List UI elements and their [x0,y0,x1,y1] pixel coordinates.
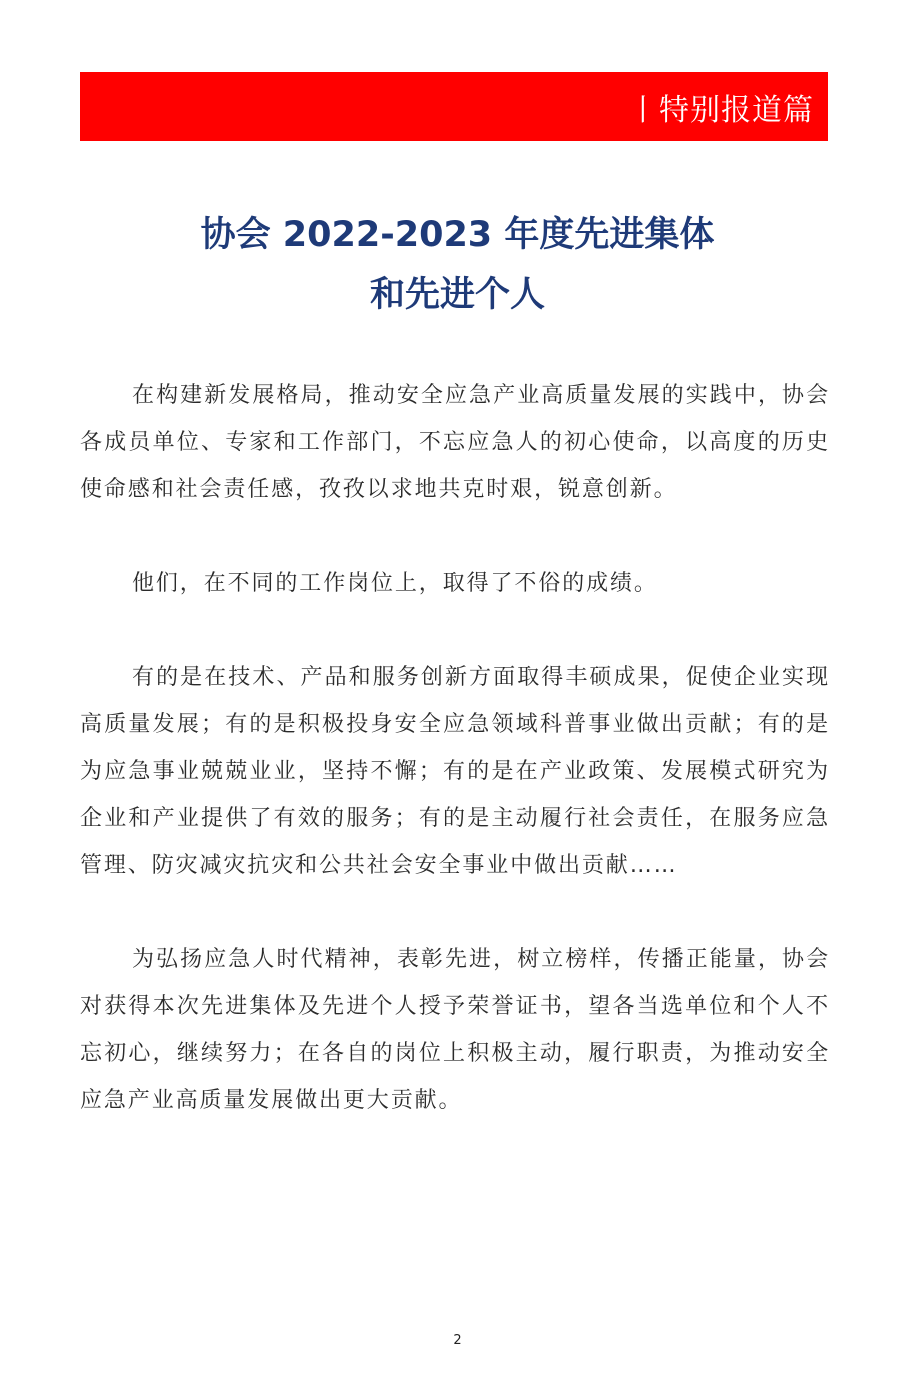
article-body [80,372,830,1171]
section-banner [80,72,828,141]
section-label: 丨特别报道篇 [628,92,814,128]
paragraph-commendation: 为弘扬应急人时代精神，表彰先进，树立榜样，传播正能量，协会对获得本次先进集体及先进个人授予荣誉证书，望各当选单位和个人不忘初心，继续努力；在各自的岗位上积极主动，履行职责，为推动安全应急产业高质量发展做出更大贡献。 [80,947,830,1113]
paragraph-intro: 在构建新发展格局，推动安全应急产业高质量发展的实践中，协会各成员单位、专家和工作部门，不忘应急人的初心使命，以高度的历史使命感和社会责任感，孜孜以求地共克时艰，锐意创新。 [80,383,830,502]
paragraph-contributions: 有的是在技术、产品和服务创新方面取得丰硕成果，促使企业实现高质量发展；有的是积极投身安全应急领域科普事业做出贡献；有的是为应急事业兢兢业业，坚持不懈；有的是在产业政策、发展模式研究为企业和产业提供了有效的服务；有的是主动履行社会责任，在服务应急管理、防灾减灾抗灾和公共社会安全事业中做出贡献…… [80,665,830,878]
paragraph-achievements: 他们，在不同的工作岗位上，取得了不俗的成绩。 [132,571,658,596]
page-number: 2 [453,1333,462,1348]
page-title-line-2: 和先进个人 [369,275,545,315]
page-title [0,205,915,325]
page-title-line-1: 协会 2022-2023 年度先进集体 [200,215,715,255]
